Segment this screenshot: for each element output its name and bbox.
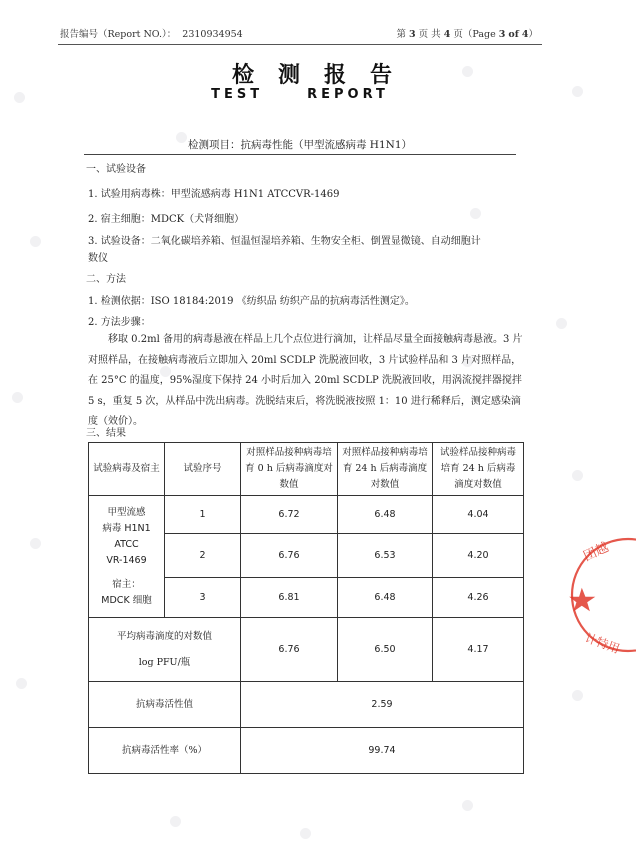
average-test-24h: 4.17 xyxy=(433,618,524,682)
page-current: 3 xyxy=(408,29,416,40)
report-number xyxy=(60,26,243,40)
section-heading-method: 二、方法 xyxy=(86,274,126,285)
report-number-label: 报告编号（Report NO.）： xyxy=(60,29,177,40)
table-row xyxy=(89,496,524,534)
control-24h-cell: 6.48 xyxy=(338,496,433,534)
stamp-text-top: 团越 xyxy=(581,540,612,565)
table-header-row xyxy=(89,443,524,496)
page-total: 4 xyxy=(443,29,451,40)
average-row xyxy=(89,618,524,682)
watermark-dot xyxy=(470,208,481,219)
activity-value: 2.59 xyxy=(241,682,524,728)
test-item-divider xyxy=(84,154,516,155)
results-table xyxy=(88,442,524,774)
average-control-0h: 6.76 xyxy=(241,618,338,682)
virus-strain-line-2: VR-1469 xyxy=(106,554,147,566)
title-en-word-1: TEST xyxy=(211,87,264,102)
control-0h-cell: 6.72 xyxy=(241,496,338,534)
watermark-dot xyxy=(170,816,181,827)
page-en-current: 3 xyxy=(498,29,506,40)
watermark-dot xyxy=(556,318,567,329)
header-test-24h: 试验样品接种病毒培育 24 h 后病毒滴度对数值 xyxy=(433,443,524,496)
page-close: ） xyxy=(528,29,538,40)
page-suffix: 页（Page xyxy=(453,29,496,40)
title-en-word-2: REPORT xyxy=(307,87,389,102)
report-title-en xyxy=(0,87,600,102)
page-indicator xyxy=(396,26,538,40)
section-heading-equipment: 一、试验设备 xyxy=(86,164,146,175)
header-virus-host: 试验病毒及宿主 xyxy=(89,443,165,496)
page-mid: 页 共 xyxy=(418,29,441,40)
equipment-item: 1. 试验用病毒株：甲型流感病毒 H1N1 ATCCVR-1469 xyxy=(88,189,340,200)
watermark-dot xyxy=(300,828,311,839)
control-24h-cell: 6.48 xyxy=(338,578,433,618)
watermark-dot xyxy=(12,392,23,403)
rate-label: 抗病毒活性率（%） xyxy=(89,728,241,774)
test-24h-cell: 4.20 xyxy=(433,534,524,578)
activity-label: 抗病毒活性值 xyxy=(89,682,241,728)
section-heading-results: 三、结果 xyxy=(86,428,126,439)
header-test-no: 试验序号 xyxy=(165,443,241,496)
equipment-item: 2. 宿主细胞：MDCK（犬肾细胞） xyxy=(88,214,245,225)
rate-value: 99.74 xyxy=(241,728,524,774)
test-no-cell: 3 xyxy=(165,578,241,618)
average-unit: log PFU/瓶 xyxy=(138,656,191,668)
watermark-dot xyxy=(462,800,473,811)
stamp-text-bottom: 计特用 xyxy=(582,630,622,657)
page-en-total: 4 xyxy=(521,29,529,40)
header-control-24h: 对照样品接种病毒培育 24 h 后病毒滴度对数值 xyxy=(338,443,433,496)
inspection-seal-stamp xyxy=(566,535,636,655)
page-en-of: of xyxy=(508,29,519,40)
page-prefix: 第 xyxy=(396,29,406,40)
control-0h-cell: 6.76 xyxy=(241,534,338,578)
test-24h-cell: 4.26 xyxy=(433,578,524,618)
watermark-dot xyxy=(30,538,41,549)
average-label: 平均病毒滴度的对数值 xyxy=(116,630,212,642)
rate-row xyxy=(89,728,524,774)
average-label-cell xyxy=(89,618,241,682)
virus-name-line-1: 甲型流感 xyxy=(107,506,146,518)
virus-strain-line-1: ATCC xyxy=(114,538,139,550)
method-item: 2. 方法步骤： xyxy=(88,317,151,328)
report-title-cn: 检测报告 xyxy=(231,62,416,88)
average-control-24h: 6.50 xyxy=(338,618,433,682)
equipment-item-cont: 数仪 xyxy=(88,253,108,264)
watermark-dot xyxy=(16,678,27,689)
method-paragraph: 移取 0.2ml 备用的病毒悬液在样品上几个点位进行滴加，让样品尽量全面接触病毒悬液。3 片对照样品，在接触病毒液后立即加入 20ml SCDLP 洗脱液回收，3 片试验样品和 3 片对照样品，在 25°C 的温度，95%湿度下保持 24 小时后加入 20ml SCDLP 洗脱液回收，用涡流搅拌器搅拌 5 s，重复 5 次，从样品中洗出病毒。洗脱结束后，将洗脱液按照 1：10 进行稀释后，测定感染滴度（效价）。 xyxy=(88,334,523,427)
test-24h-cell: 4.04 xyxy=(433,496,524,534)
test-item-title: 检测项目：抗病毒性能（甲型流感病毒 H1N1） xyxy=(187,139,413,151)
watermark-dot xyxy=(572,470,583,481)
watermark-dot xyxy=(572,690,583,701)
header-divider xyxy=(58,44,542,45)
virus-host-cell xyxy=(89,496,165,618)
method-item: 1. 检测依据：ISO 18184:2019 《纺织品 纺织产品的抗病毒活性测定》。 xyxy=(88,296,415,307)
equipment-item: 3. 试验设备：二氧化碳培养箱、恒温恒湿培养箱、生物安全柜、倒置显微镜、自动细胞计 xyxy=(88,236,481,247)
activity-row xyxy=(89,682,524,728)
control-0h-cell: 6.81 xyxy=(241,578,338,618)
control-24h-cell: 6.53 xyxy=(338,534,433,578)
watermark-dot xyxy=(30,236,41,247)
header-control-0h: 对照样品接种病毒培育 0 h 后病毒滴度对数值 xyxy=(241,443,338,496)
test-no-cell: 2 xyxy=(165,534,241,578)
host-cell-name: MDCK 细胞 xyxy=(101,594,152,606)
test-no-cell: 1 xyxy=(165,496,241,534)
report-number-value: 2310934954 xyxy=(182,29,243,40)
host-label: 宿主： xyxy=(112,578,141,590)
virus-name-line-2: 病毒 H1N1 xyxy=(102,522,151,534)
